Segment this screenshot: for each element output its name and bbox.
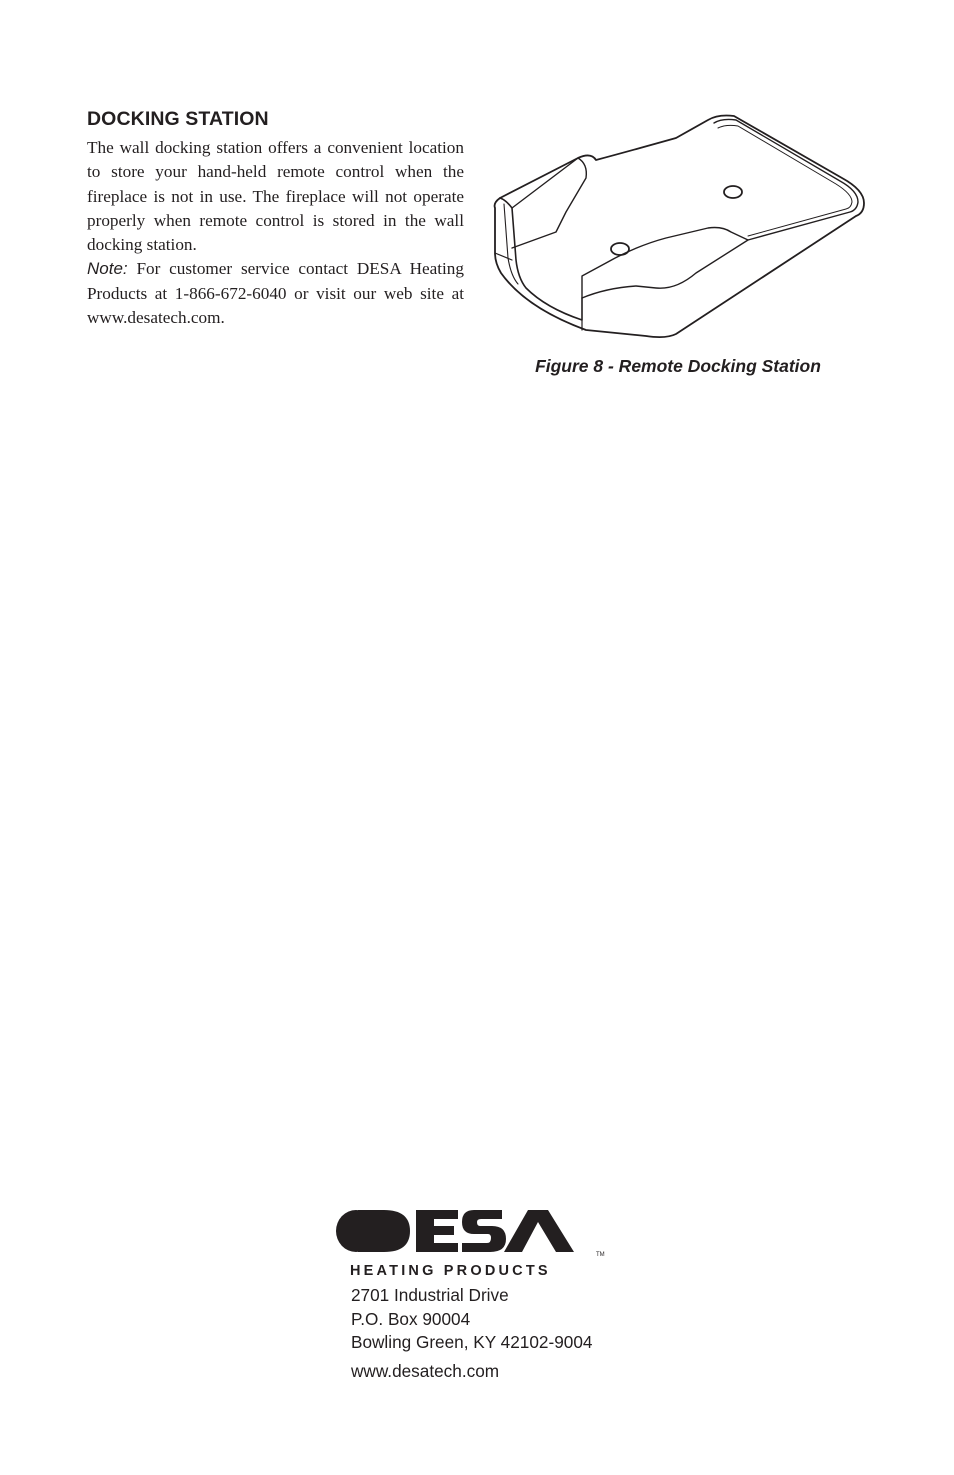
trademark-mark: TM xyxy=(596,1252,605,1258)
address-line-1: 2701 Industrial Drive xyxy=(351,1285,509,1305)
address-line-2: P.O. Box 90004 xyxy=(351,1308,471,1329)
section-heading: DOCKING STATION xyxy=(87,108,269,130)
customer-service-note xyxy=(87,257,464,330)
website-link[interactable]: www.desatech.com xyxy=(351,1360,500,1381)
docking-station-illustration xyxy=(486,108,870,348)
company-address xyxy=(351,1284,592,1383)
logo-subtitle: HEATING PRODUCTS xyxy=(350,1263,551,1278)
docking-station-section xyxy=(87,108,464,330)
note-label: Note: xyxy=(87,259,128,279)
address-line-3: Bowling Green, KY 42102-9004 xyxy=(351,1332,593,1352)
note-text: For customer service contact DESA Heating Products at 1-866-672-6040 or visit our web site at www.desatech.com. xyxy=(87,259,464,328)
section-paragraph: The wall docking station offers a convenient location to store your hand-held remote control when the fireplace is not in use. The fireplace will not operate properly when remote control is stored in the wall docking station. xyxy=(87,138,464,255)
figure-caption: Figure 8 - Remote Docking Station xyxy=(535,356,821,376)
desa-logo xyxy=(334,1208,608,1278)
